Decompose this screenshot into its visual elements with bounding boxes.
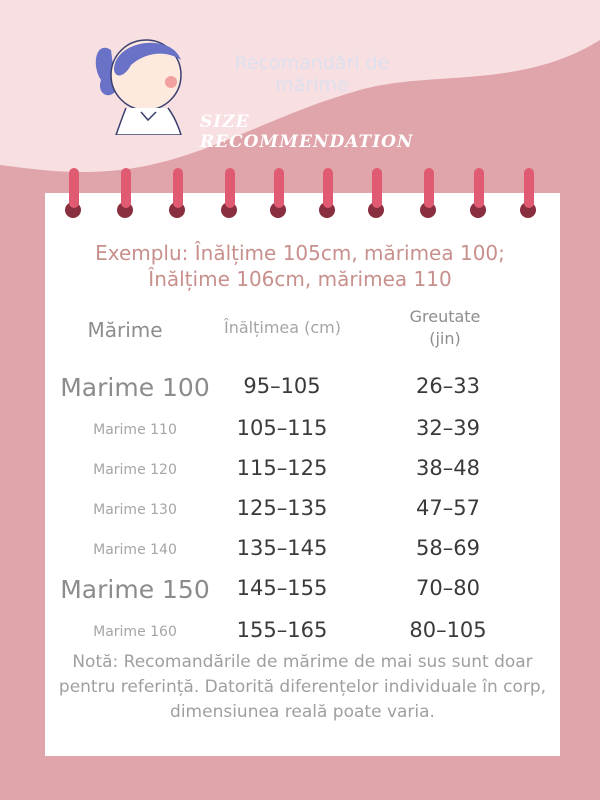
binder-ring [65,168,81,220]
header-weight-line-2: (jin) [429,329,461,348]
header-size: Mărime [87,318,163,342]
note-text: Notă: Recomandările de mărime de mai sus sunt doar pentru referință. Datorită diferențelor individuale în corp, dimensiunea reală poate varia. [58,652,547,722]
binder-ring [420,168,436,220]
binder-ring [319,168,335,220]
header-weight-line-1: Greutate [409,307,481,326]
example-line-1: Exemplu: Înălțime 105cm, mărimea 100; [95,241,505,265]
table-row-size: Marime 100 [60,373,210,402]
table-row-height: 145–155 [236,576,328,600]
example-text [60,240,540,292]
binder-ring [117,168,133,220]
header-subtitle: SIZE RECOMMENDATION [200,112,414,152]
table-row-weight: 58–69 [416,536,480,560]
table-row-height: 155–165 [236,618,328,642]
table-row-weight: 70–80 [416,576,480,600]
table-row-size: Marime 160 [93,624,177,640]
table-row-size: Marime 120 [93,462,177,478]
table-row-height: 105–115 [236,416,328,440]
table-row-size: Marime 110 [93,422,177,438]
binder-ring [368,168,384,220]
girl-illustration [86,20,196,135]
table-row-weight: 26–33 [416,374,480,398]
header-title: Recomandări de mărime [234,52,390,96]
header-weight [380,306,510,350]
table-row-weight: 80–105 [409,618,487,642]
table-row-height: 115–125 [236,456,328,480]
table-row-size: Marime 140 [93,542,177,558]
header-height: Înălțimea (cm) [223,318,341,337]
table-row-height: 125–135 [236,496,328,520]
table-row-size: Marime 150 [60,575,210,604]
binder-ring [520,168,536,220]
table-row-size: Marime 130 [93,502,177,518]
binder-ring [221,168,237,220]
table-row-weight: 32–39 [416,416,480,440]
table-row-height: 95–105 [243,374,321,398]
table-row-height: 135–145 [236,536,328,560]
table-row-weight: 47–57 [416,496,480,520]
example-line-2: Înălțime 106cm, mărimea 110 [148,267,452,291]
table-row-weight: 38–48 [416,456,480,480]
binder-ring [270,168,286,220]
binder-rings [45,168,560,228]
binder-ring [470,168,486,220]
binder-ring [169,168,185,220]
